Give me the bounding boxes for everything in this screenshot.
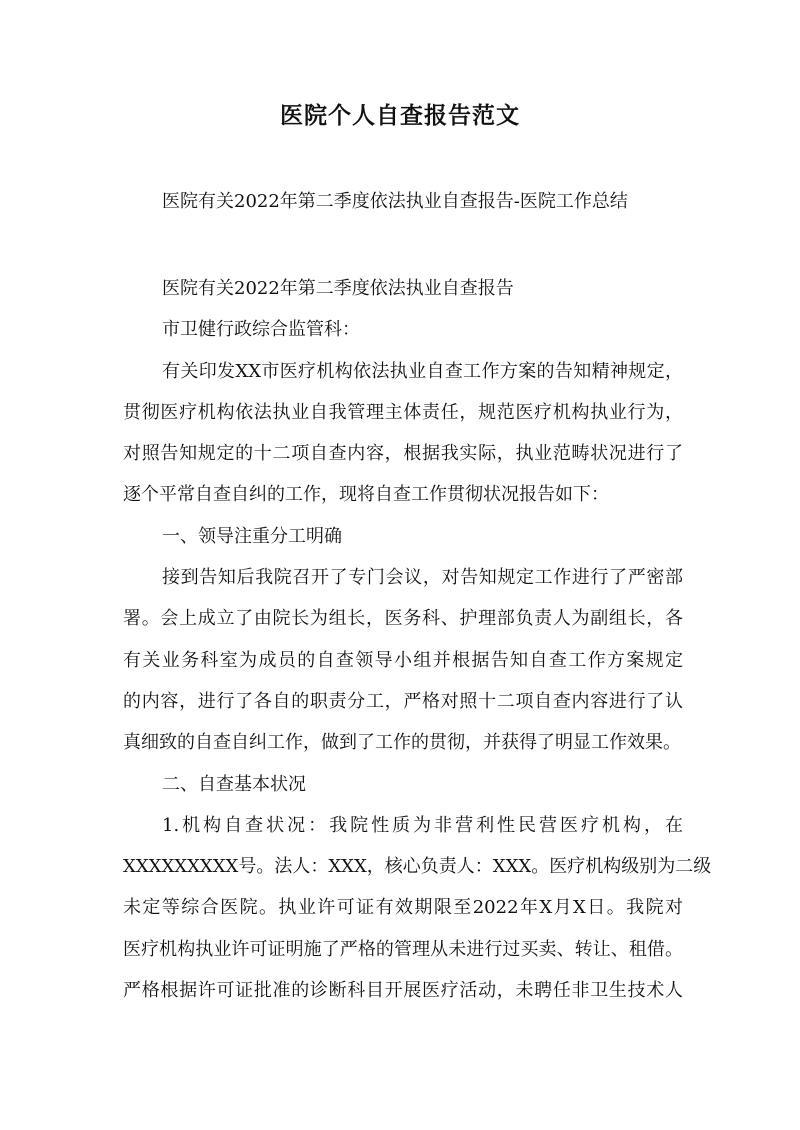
paragraph-line: 真细致的自查自纠工作，做到了工作的贯彻，并获得了明显工作效果。	[123, 732, 681, 754]
section-heading: 一、领导注重分工明确	[162, 525, 342, 547]
paragraph-line: 1.机构自查状况：我院性质为非营利性民营医疗机构，在	[162, 814, 683, 836]
paragraph-line: XXXXXXXXX号。法人：XXX，核心负责人：XXX。医疗机构级别为二级	[123, 856, 712, 878]
paragraph-line: 的内容，进行了各自的职责分工，严格对照十二项自查内容进行了认	[123, 690, 683, 712]
paragraph-line: 贯彻医疗机构依法执业自我管理主体责任，规范医疗机构执业行为，	[123, 401, 683, 423]
document-body	[123, 268, 712, 1011]
paragraph-line: 接到告知后我院召开了专门会议，对告知规定工作进行了严密部	[162, 567, 683, 589]
report-heading: 医院有关2022年第二季度依法执业自查报告	[162, 278, 514, 299]
section-heading: 二、自查基本状况	[162, 773, 306, 795]
paragraph-line: 医疗机构执业许可证明施了严格的管理从未进行过买卖、转让、租借。	[123, 938, 683, 960]
paragraph-line: 严格根据许可证批准的诊断科目开展医疗活动，未聘任非卫生技术人	[123, 980, 683, 1002]
paragraph-line: 署。会上成立了由院长为组长，医务科、护理部负责人为副组长，各	[123, 608, 683, 630]
recipient-line: 市卫健行政综合监管科：	[162, 319, 360, 341]
paragraph-line: 逐个平常自查自纠的工作，现将自查工作贯彻状况报告如下：	[123, 484, 609, 506]
document-subtitle: 医院有关2022年第二季度依法执业自查报告-医院工作总结	[162, 191, 628, 212]
paragraph-line: 对照告知规定的十二项自查内容，根据我实际，执业范畴状况进行了	[123, 443, 683, 465]
paragraph-line: 未定等综合医院。执业许可证有效期限至2022年X月X日。我院对	[123, 897, 683, 919]
paragraph-line: 有关业务科室为成员的自查领导小组并根据告知自查工作方案规定	[123, 649, 683, 671]
document-title: 医院个人自查报告范文	[280, 102, 520, 129]
paragraph-line: 有关印发XX市医疗机构依法执业自查工作方案的告知精神规定，	[162, 360, 683, 382]
